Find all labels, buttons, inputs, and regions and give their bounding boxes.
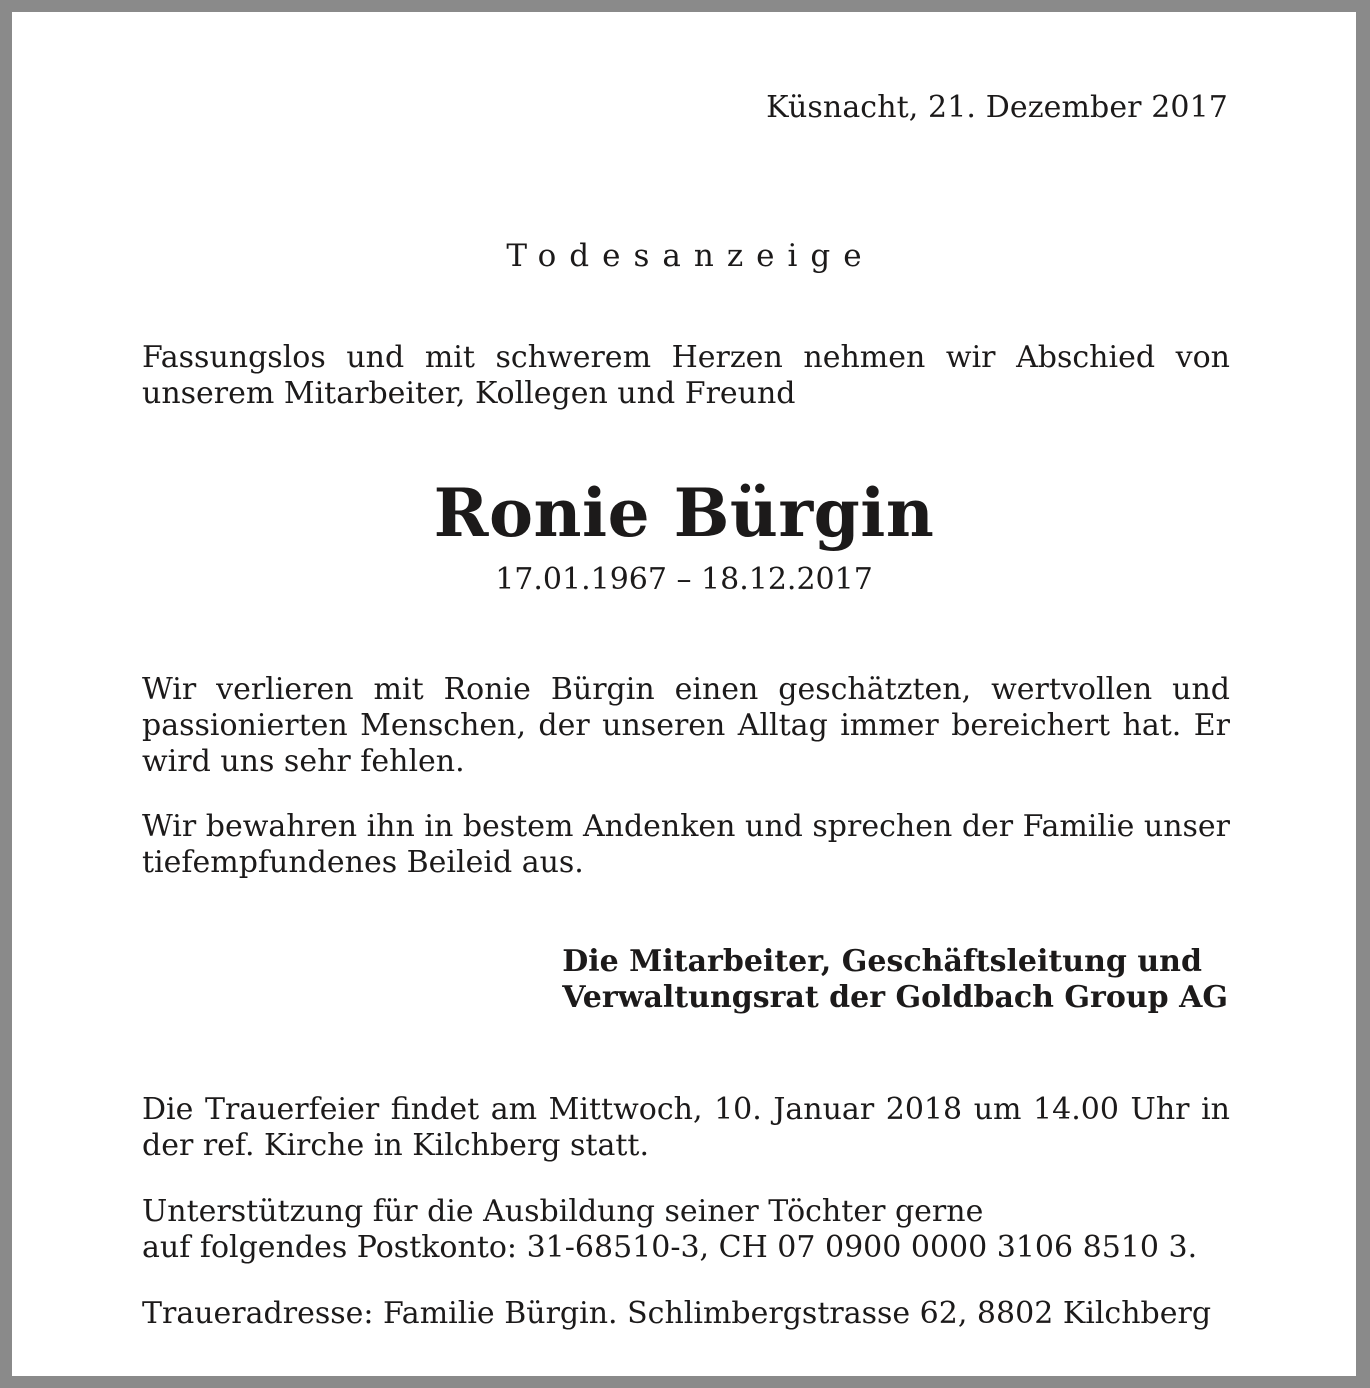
funeral-info: Die Trauerfeier findet am Mittwoch, 10. Januar 2018 um 14.00 Uhr in der ref. Kirche in Kilchberg statt. bbox=[142, 1092, 1230, 1163]
tribute-paragraph: Wir verlieren mit Ronie Bürgin einen geschätzten, wertvollen und passionierten Menschen, der unseren Alltag immer bereichert hat. Er wird uns sehr fehlen. bbox=[142, 672, 1230, 779]
condolence-paragraph: Wir bewahren ihn in bestem Andenken und sprechen der Familie unser tiefempfundenes Beileid aus. bbox=[142, 809, 1230, 880]
signature-line-2: Verwaltungsrat der Goldbach Group AG bbox=[562, 980, 1228, 1015]
donation-line-1: Unterstützung für die Ausbildung seiner Töchter gerne bbox=[142, 1194, 984, 1229]
donation-line-2: auf folgendes Postkonto: 31-68510-3, CH 07 0900 0000 3106 8510 3. bbox=[142, 1230, 1198, 1265]
notice-heading: Todesanzeige bbox=[506, 238, 875, 274]
deceased-name: Ronie Bürgin bbox=[433, 474, 935, 552]
signature-line-1: Die Mitarbeiter, Geschäftsleitung und bbox=[562, 944, 1202, 979]
obituary-page bbox=[12, 12, 1356, 1376]
life-dates: 17.01.1967 – 18.12.2017 bbox=[495, 562, 873, 597]
mourning-address: Traueradresse: Familie Bürgin. Schlimbergstrasse 62, 8802 Kilchberg bbox=[142, 1296, 1212, 1331]
signature-block bbox=[562, 944, 1228, 1016]
intro-paragraph: Fassungslos und mit schwerem Herzen nehmen wir Abschied von unserem Mitarbeiter, Kollegen und Freund bbox=[142, 340, 1230, 411]
place-date: Küsnacht, 21. Dezember 2017 bbox=[766, 90, 1228, 125]
donation-info bbox=[142, 1194, 1230, 1266]
